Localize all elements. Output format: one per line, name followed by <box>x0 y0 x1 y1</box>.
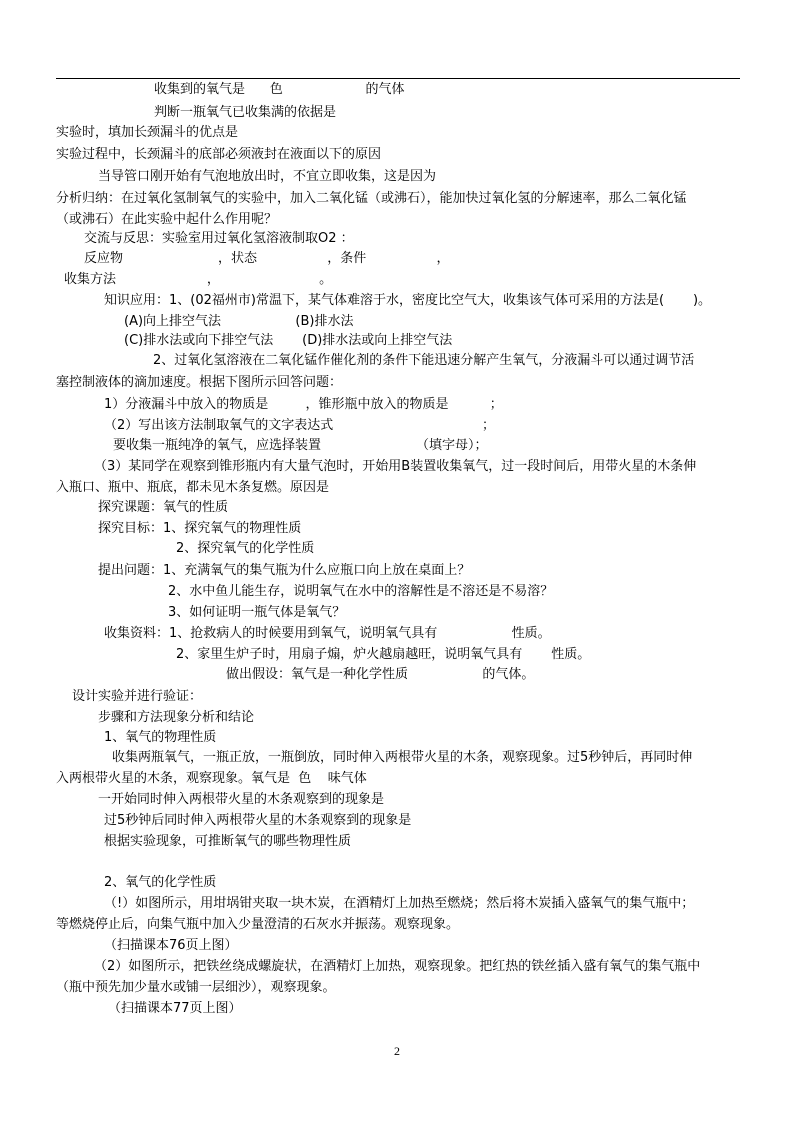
text-line: 入瓶口、瓶中、瓶底，都未见木条复燃。原因是 <box>56 480 330 495</box>
text-line: 收集到的氧气是 色 的气体 <box>154 82 405 97</box>
text-line: 2、水中鱼儿能生存，说明氧气在水中的溶解性是不溶还是不易溶？ <box>168 584 554 599</box>
text-line: 步骤和方法现象分析和结论 <box>98 710 255 725</box>
text-line: 要收集一瓶纯净的氧气，应选择装置 （填字母）； <box>113 438 488 453</box>
text-line: 判断一瓶氧气已收集满的依据是 <box>154 105 337 120</box>
text-line: 一开始同时伸入两根带火星的木条观察到的现象是 <box>98 792 385 807</box>
text-line: 2、氧气的化学性质 <box>104 875 217 890</box>
text-line: 实验过程中，长颈漏斗的底部必须液封在液面以下的原因 <box>56 147 382 162</box>
text-line: 知识应用：1、(02福州市)常温下，某气体难溶于水，密度比空气大，收集该气体可采用的方法是( )。 <box>104 293 712 308</box>
text-line: 2、过氧化氢溶液在二氧化锰作催化剂的条件下能迅速分解产生氧气，分液漏斗可以通过调节活 <box>153 353 695 368</box>
text-line: 实验时，填加长颈漏斗的优点是 <box>56 125 239 140</box>
text-line: 分析归纳：在过氧化氢制氧气的实验中，加入二氧化锰（或沸石），能加快过氧化氢的分解速率，那么二氧化锰 <box>56 191 687 206</box>
text-line: 根据实验现象，可推断氧气的哪些物理性质 <box>104 834 352 849</box>
text-line: 收集两瓶氧气，一瓶正放，一瓶倒放，同时伸入两根带火星的木条，观察现象。过5秒钟后，再同时伸 <box>112 750 693 765</box>
text-line: （!）如图所示，用坩埚钳夹取一块木炭，在酒精灯上加热至燃烧；然后将木炭插入盛氧气的集气瓶中； <box>104 896 695 911</box>
text-line: 提出问题：1、充满氧气的集气瓶为什么应瓶口向上放在桌面上？ <box>98 563 471 578</box>
text-line: 塞控制液体的滴加速度。根据下图所示回答问题： <box>56 375 343 390</box>
text-line: （扫描课本77页上图） <box>108 1001 242 1016</box>
text-line: 2、探究氧气的化学性质 <box>176 541 315 556</box>
text-line: (A)向上排空气法 (B)排水法 <box>124 314 354 329</box>
text-line: 反应物 ，状态 ，条件 ， <box>84 251 450 266</box>
text-line: （瓶中预先加少量水或铺一层细沙），观察现象。 <box>56 980 336 995</box>
text-line: 过5秒钟后同时伸入两根带火星的木条观察到的现象是 <box>104 813 412 828</box>
text-line: 探究目标：1、探究氧气的物理性质 <box>98 521 302 536</box>
text-line: 探究课题：氧气的性质 <box>98 500 229 515</box>
text-line: （2）如图所示，把铁丝绕成螺旋状，在酒精灯上加热，观察现象。把红热的铁丝插入盛有氧气的集气瓶中 <box>94 959 701 974</box>
text-line: 1）分液漏斗中放入的物质是 ，锥形瓶中放入的物质是 ； <box>104 397 503 412</box>
text-line: 设计实验并进行验证： <box>72 689 203 704</box>
text-line: 入两根带火星的木条，观察现象。氧气是 色 味气体 <box>56 771 367 786</box>
text-line: （或沸石）在此实验中起什么作用呢？ <box>56 212 278 227</box>
text-line: 做出假设：氧气是一种化学性质 的气体。 <box>226 667 535 682</box>
text-line: （3）某同学在观察到锥形瓶内有大量气泡时，开始用B装置收集氧气，过一段时间后，用带火星的木条伸 <box>94 459 697 474</box>
text-line: 2、家里生炉子时，用扇子煽，炉火越扇越旺，说明氧气具有 性质。 <box>176 647 591 662</box>
text-line: 收集方法 ， 。 <box>64 272 333 287</box>
text-line: 收集资料：1、抢救病人的时候要用到氧气，说明氧气具有 性质。 <box>104 626 551 641</box>
text-line: (C)排水法或向下排空气法 (D)排水法或向上排空气法 <box>124 333 453 348</box>
text-line: 3、如何证明一瓶气体是氧气？ <box>168 605 346 620</box>
text-line: （扫描课本76页上图） <box>104 938 238 953</box>
text-line: 等燃烧停止后，向集气瓶中加入少量澄清的石灰水并振荡。观察现象。 <box>56 917 460 932</box>
text-line: 1、氧气的物理性质 <box>104 730 217 745</box>
text-line: 当导管口刚开始有气泡地放出时，不宜立即收集，这是因为 <box>98 169 437 184</box>
header-rule <box>56 78 740 79</box>
text-line: 交流与反思：实验室用过氧化氢溶液制取O2 ： <box>84 231 354 246</box>
page-number: 2 <box>394 1044 400 1058</box>
text-line: （2）写出该方法制取氧气的文字表达式 ； <box>104 418 496 433</box>
